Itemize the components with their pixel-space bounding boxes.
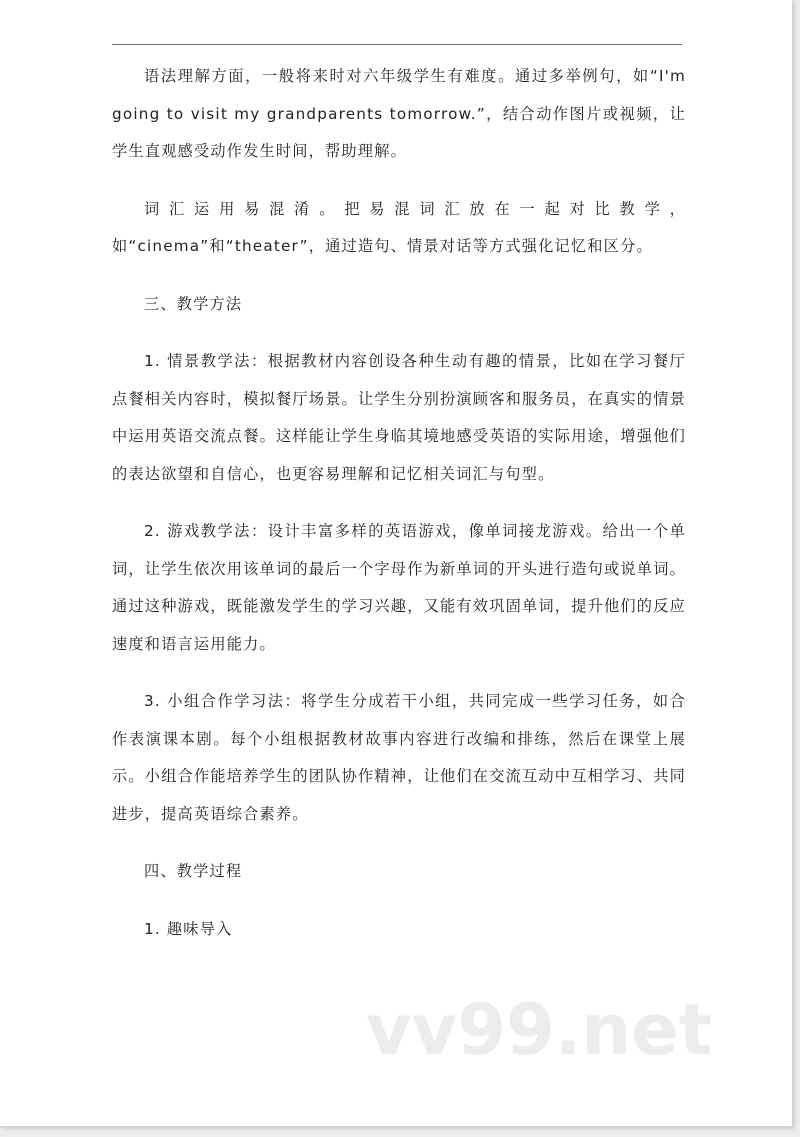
paragraph-game-method: 2. 游戏教学法：设计丰富多样的英语游戏，像单词接龙游戏。给出一个单词，让学生依次用该单词的最后一个字母作为新单词的开头进行造句或说单词。通过这种游戏，既能激发学生的学习兴趣，又能有效巩固单词，提升他们的反应速度和语言运用能力。	[112, 522, 686, 653]
paragraph-situational-method: 1. 情景教学法：根据教材内容创设各种生动有趣的情景，比如在学习餐厅点餐相关内容时，模拟餐厅场景。让学生分别扮演顾客和服务员，在真实的情景中运用英语交流点餐。这样能让学生身临其境地感受英语的实际用途，增强他们的表达欲望和自信心，也更容易理解和记忆相关词汇与句型。	[112, 352, 686, 483]
watermark-text: vv99.net	[366, 989, 713, 1071]
paragraph-grammar: 语法理解方面，一般将来时对六年级学生有难度。通过多举例句，如“I'm going to visit my grandparents tomorrow.”，结合动作图片或视频，让学生直观感受动作发生时间，帮助理解。	[112, 67, 686, 160]
header-rule	[112, 44, 682, 45]
document-body	[112, 58, 686, 968]
paragraph-group-method: 3. 小组合作学习法：将学生分成若干小组，共同完成一些学习任务，如合作表演课本剧。每个小组根据教材故事内容进行改编和排练，然后在课堂上展示。小组合作能培养学生的团队协作精神，让他们在交流互动中互相学习、共同进步，提高英语综合素养。	[112, 692, 686, 823]
section-heading-methods: 三、教学方法	[144, 294, 243, 313]
section-heading-process: 四、教学过程	[144, 862, 243, 880]
paragraph-vocabulary: 词汇运用易混淆。把易混词汇放在一起对比教学，如“cinema”和“theater”，通过造句、情景对话等方式强化记忆和区分。	[112, 199, 686, 255]
subheading-intro: 1. 趣味导入	[144, 919, 233, 938]
